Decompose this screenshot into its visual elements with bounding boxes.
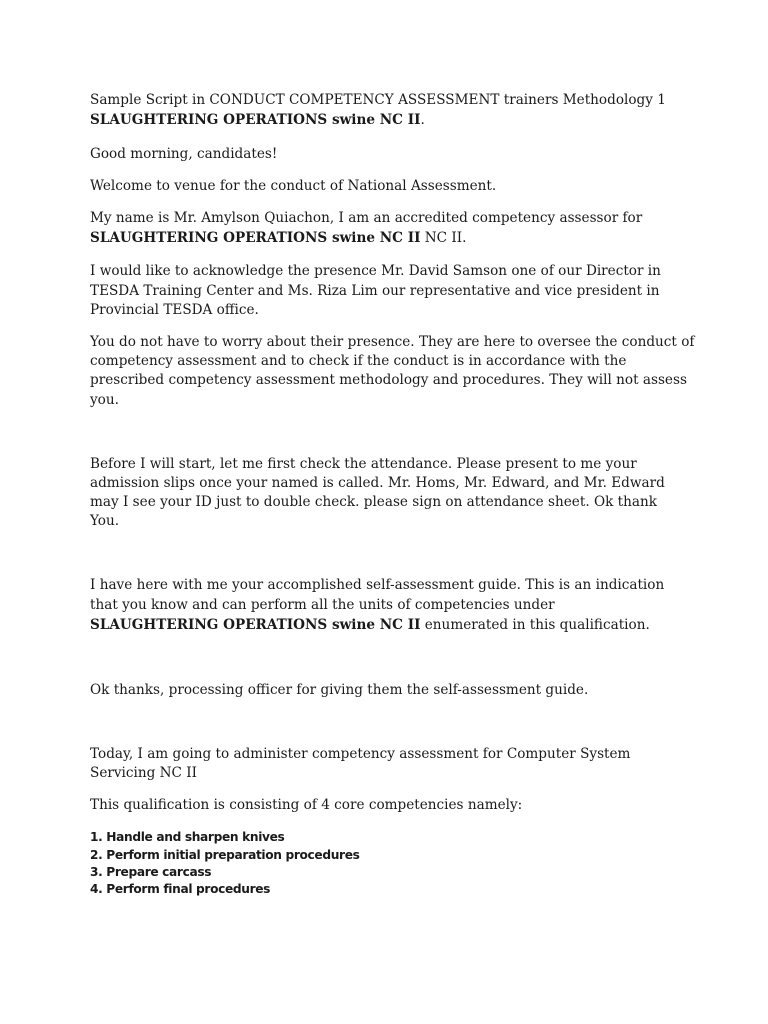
- script-title-line: Sample Script in CONDUCT COMPETENCY ASSESSMENT trainers Methodology 1: [90, 92, 666, 108]
- assessor-intro-suffix: NC II.: [420, 230, 467, 246]
- assessor-intro-line-2: [90, 229, 466, 249]
- oversee-line-4: you.: [90, 392, 119, 408]
- title-period: .: [420, 112, 425, 128]
- qualification-name: SLAUGHTERING OPERATIONS swine NC II: [90, 112, 421, 128]
- competency-item: 2. Perform initial preparation procedures: [90, 848, 360, 862]
- competency-item: 1. Handle and sharpen knives: [90, 830, 285, 844]
- self-assessment-line-3: [90, 616, 650, 636]
- today-line-2: Servicing NC II: [90, 765, 197, 781]
- welcome-line: Welcome to venue for the conduct of National Assessment.: [90, 178, 497, 194]
- oversee-line-1: You do not have to worry about their presence. They are here to oversee the conduct of: [90, 334, 695, 350]
- competency-item: 4. Perform final procedures: [90, 882, 271, 896]
- attendance-line-4: You.: [90, 513, 120, 529]
- attendance-line-2: admission slips once your named is called. Mr. Homs, Mr. Edward, and Mr. Edward: [90, 475, 665, 491]
- qualification-name: SLAUGHTERING OPERATIONS swine NC II: [90, 230, 421, 246]
- thanks-line: Ok thanks, processing officer for giving them the self-assessment guide.: [90, 682, 589, 698]
- consisting-line: This qualification is consisting of 4 core competencies namely:: [90, 797, 523, 813]
- acknowledge-line-1: I would like to acknowledge the presence Mr. David Samson one of our Director in: [90, 263, 661, 279]
- qualification-name: SLAUGHTERING OPERATIONS swine NC II: [90, 617, 421, 633]
- attendance-line-1: Before I will start, let me first check the attendance. Please present to me your: [90, 456, 637, 472]
- oversee-line-2: competency assessment and to check if the conduct is in accordance with the: [90, 353, 627, 369]
- acknowledge-line-2: TESDA Training Center and Ms. Riza Lim our representative and vice president in: [90, 283, 660, 299]
- competency-item: 3. Prepare carcass: [90, 865, 212, 879]
- oversee-line-3: prescribed competency assessment methodology and procedures. They will not assess: [90, 372, 687, 388]
- assessor-intro-line-1: My name is Mr. Amylson Quiachon, I am an accredited competency assessor for: [90, 210, 643, 226]
- self-assessment-line-2: that you know and can perform all the units of competencies under: [90, 597, 555, 613]
- today-line-1: Today, I am going to administer competency assessment for Computer System: [90, 746, 631, 762]
- script-title-qualification-line: [90, 111, 425, 131]
- attendance-line-3: may I see your ID just to double check. please sign on attendance sheet. Ok thank: [90, 494, 657, 510]
- acknowledge-line-3: Provincial TESDA office.: [90, 302, 259, 318]
- self-assessment-line-1: I have here with me your accomplished self-assessment guide. This is an indication: [90, 577, 665, 593]
- greeting-line: Good morning, candidates!: [90, 146, 278, 162]
- self-assessment-suffix: enumerated in this qualification.: [420, 617, 650, 633]
